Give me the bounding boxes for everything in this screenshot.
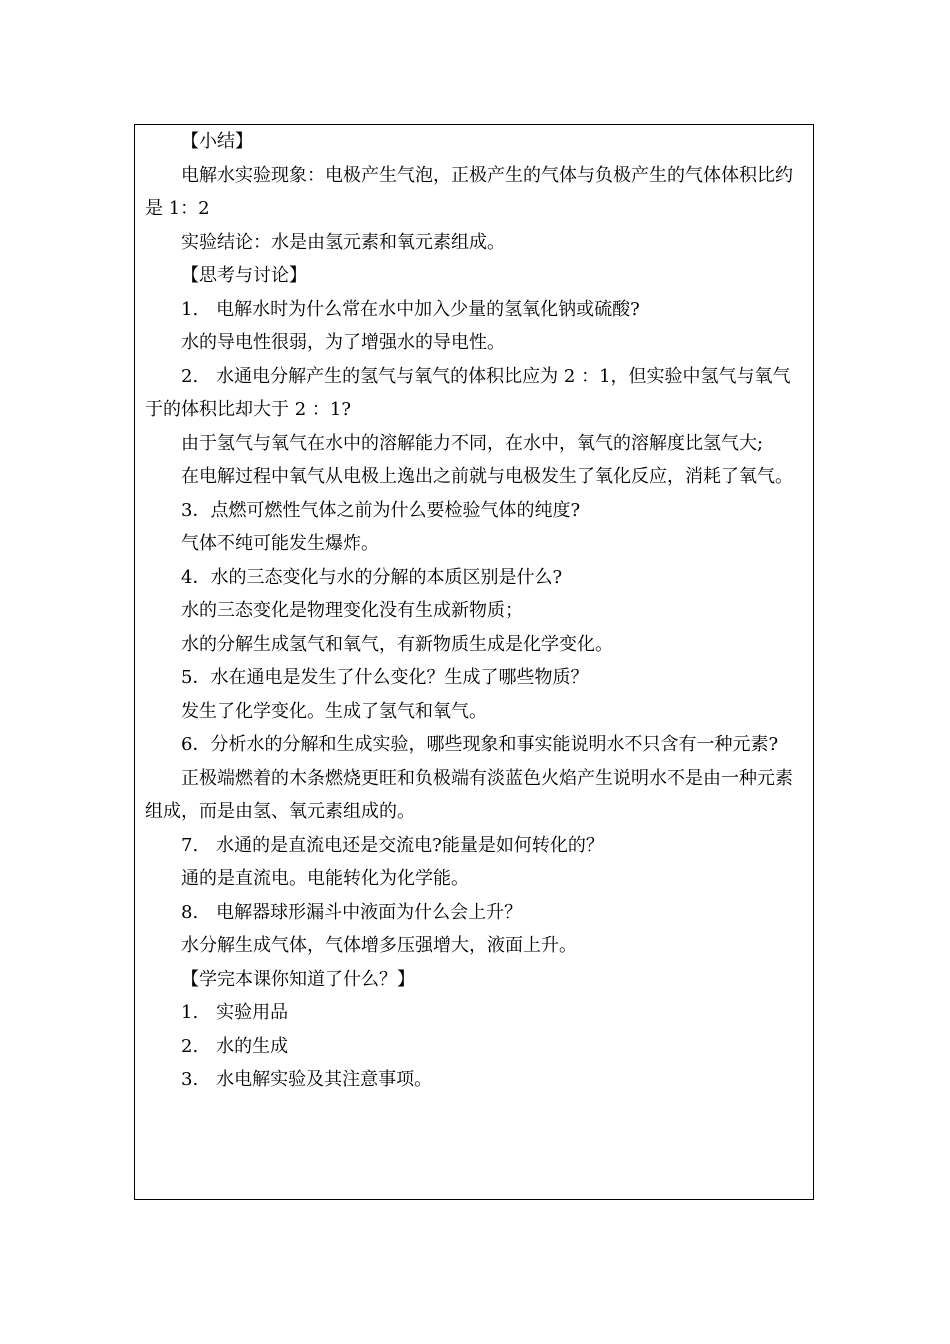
answer-2b: 在电解过程中氧气从电极上逸出之前就与电极发生了氧化反应，消耗了氧气。: [181, 466, 793, 487]
answer-8: 水分解生成气体，气体增多压强增大，液面上升。: [181, 935, 577, 956]
summary-phenomenon: 电解水实验现象：电极产生气泡，正极产生的气体与负极产生的气体体积比约是 1：2: [145, 164, 793, 219]
question-4: 4．水的三态变化与水的分解的本质区别是什么?: [181, 566, 563, 588]
answer-4a: 水的三态变化是物理变化没有生成新物质；: [181, 600, 523, 621]
review-item-3: 3. 水电解实验及其注意事项。: [181, 1069, 433, 1090]
review-item-1: 1. 实验用品: [181, 1002, 289, 1023]
summary-conclusion: 实验结论：水是由氢元素和氧元素组成。: [181, 231, 505, 253]
answer-1: 水的导电性很弱，为了增强水的导电性。: [181, 332, 505, 353]
answer-4b: 水的分解生成氢气和氧气，有新物质生成是化学变化。: [181, 633, 613, 655]
question-1: 1. 电解水时为什么常在水中加入少量的氢氧化钠或硫酸?: [181, 298, 640, 320]
answer-5: 发生了化学变化。生成了氢气和氧气。: [181, 700, 487, 722]
discussion-heading: 【思考与讨论】: [181, 265, 307, 286]
question-3: 3．点燃可燃性气体之前为什么要检验气体的纯度?: [181, 499, 581, 521]
review-item-2: 2. 水的生成: [181, 1035, 289, 1057]
question-2: 2. 水通电分解产生的氢气与氧气的体积比应为 2 ：1，但实验中氢气与氧气于的体积比却大于 2 ：1?: [145, 365, 791, 420]
answer-2a: 由于氢气与氧气在水中的溶解能力不同，在水中，氧气的溶解度比氢气大;: [181, 432, 764, 454]
summary-heading: 【小结】: [181, 131, 253, 152]
content-box: [134, 124, 814, 1200]
question-5: 5．水在通电是发生了什么变化？生成了哪些物质？: [181, 667, 589, 688]
question-6: 6．分析水的分解和生成实验，哪些现象和事实能说明水不只含有一种元素?: [181, 734, 779, 755]
answer-3: 气体不纯可能发生爆炸。: [181, 533, 379, 554]
review-heading: 【学完本课你知道了什么？】: [181, 968, 415, 990]
question-7: 7. 水通的是直流电还是交流电?能量是如何转化的？: [181, 834, 604, 856]
answer-6: 正极端燃着的木条燃烧更旺和负极端有淡蓝色火焰产生说明水不是由一种元素组成，而是由氢、氧元素组成的。: [145, 767, 793, 822]
answer-7: 通的是直流电。电能转化为化学能。: [181, 868, 469, 889]
question-8: 8. 电解器球形漏斗中液面为什么会上升？: [181, 901, 523, 923]
